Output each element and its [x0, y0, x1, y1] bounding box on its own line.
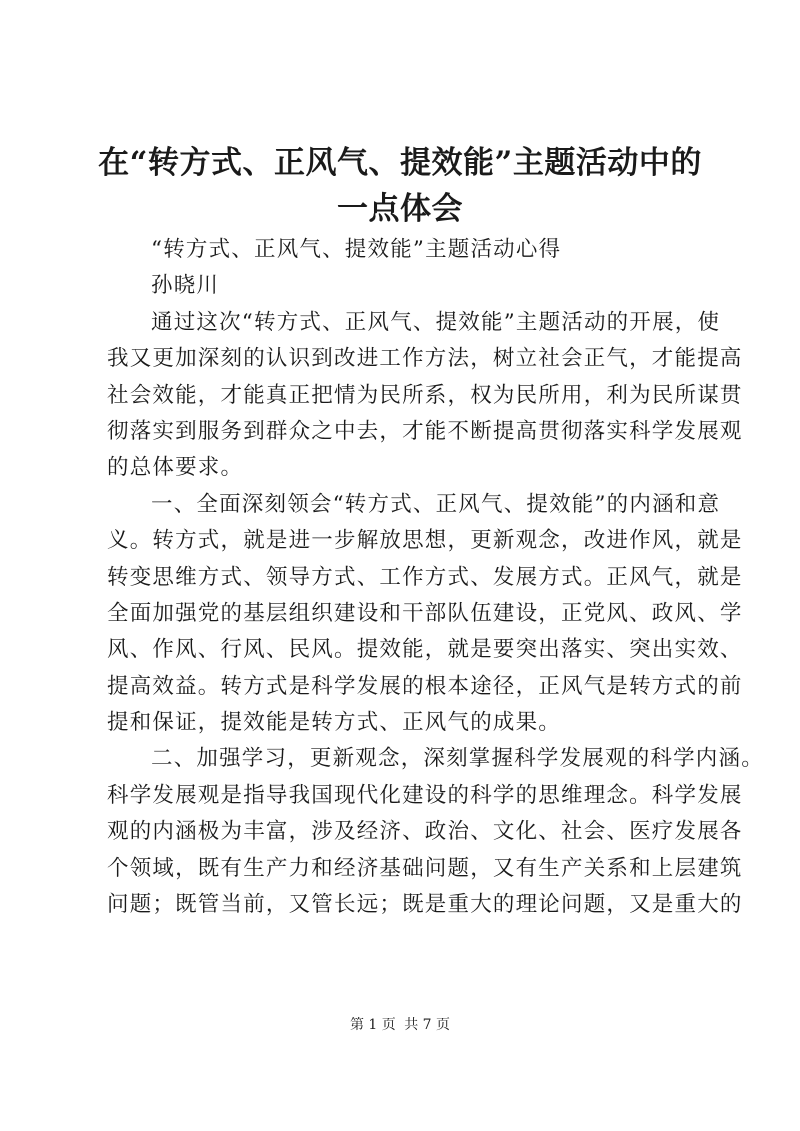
text-line: 风、作风、行风、民风。提效能，就是要突出落实、突出实效、: [107, 637, 743, 663]
document-title: [90, 140, 710, 232]
text-line: 转变思维方式、领导方式、工作方式、发展方式。正风气，就是: [107, 564, 743, 590]
page-total: 共 7 页: [404, 1017, 451, 1033]
text-line: 孙晓川: [151, 273, 220, 299]
text-line: 义。转方式，就是进一步解放思想，更新观念，改进作风，就是: [107, 528, 743, 554]
document-body: [107, 232, 764, 923]
text-line: 二、加强学习，更新观念，深刻掌握科学发展观的科学内涵。: [151, 746, 764, 772]
text-line: 的总体要求。: [107, 455, 244, 481]
text-line: 彻落实到服务到群众之中去，才能不断提高贯彻落实科学发展观: [107, 418, 743, 444]
text-line: 科学发展观是指导我国现代化建设的科学的思维理念。科学发展: [107, 782, 743, 808]
text-line: 一、全面深刻领会“转方式、正风气、提效能”的内涵和意: [151, 491, 721, 517]
text-line: 通过这次“转方式、正风气、提效能”主题活动的开展，使: [151, 309, 721, 335]
page-footer: [0, 1014, 800, 1034]
text-line: 问题；既管当前，又管长远；既是重大的理论问题，又是重大的: [107, 892, 743, 918]
text-line: 我又更加深刻的认识到改进工作方法，树立社会正气，才能提高: [107, 346, 743, 372]
text-line: 提和保证，提效能是转方式、正风气的成果。: [107, 710, 562, 736]
text-line: 个领域，既有生产力和经济基础问题，又有生产关系和上层建筑: [107, 855, 743, 881]
text-line: 社会效能，才能真正把情为民所系，权为民所用，利为民所谋贯: [107, 382, 743, 408]
title-line-2: 一点体会: [337, 191, 463, 227]
text-line: 提高效益。转方式是科学发展的根本途径，正风气是转方式的前: [107, 673, 743, 699]
title-line-1: 在“转方式、正风气、提效能”主题活动中的: [98, 145, 702, 181]
text-line: 观的内涵极为丰富，涉及经济、政治、文化、社会、医疗发展各: [107, 819, 743, 845]
text-line: “转方式、正风气、提效能”主题活动心得: [151, 237, 562, 262]
page-number: 第 1 页: [349, 1017, 396, 1033]
text-line: 全面加强党的基层组织建设和干部队伍建设，正党风、政风、学: [107, 600, 743, 626]
